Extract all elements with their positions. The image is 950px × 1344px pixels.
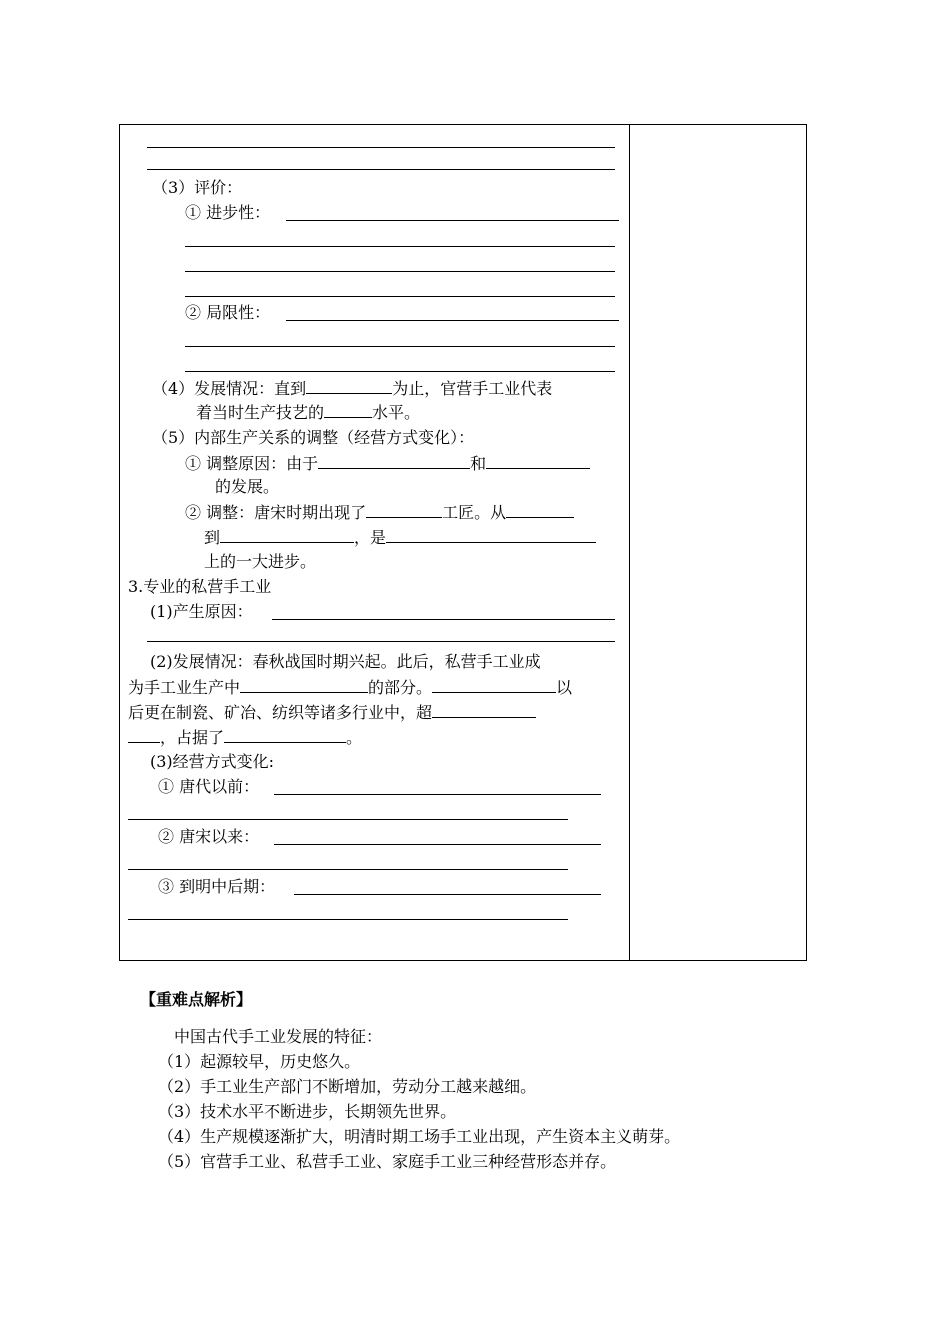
analysis-point: （4）生产规模逐渐扩大，明清时期工场手工业出现，产生资本主义萌芽。 [158,1127,681,1146]
answer-line[interactable] [185,271,615,272]
eval-heading: （3）评价： [152,178,243,197]
mode-change-heading: (3)经营方式变化: [150,752,275,771]
answer-line[interactable] [128,869,568,870]
analysis-point: （3）技术水平不断进步，长期领先世界。 [158,1102,457,1121]
blank-field[interactable] [240,677,368,693]
private-dev-line-4: ，占据了 。 [128,727,362,748]
answer-line[interactable] [185,346,615,347]
answer-line[interactable] [274,794,601,795]
blank-field[interactable] [318,453,470,469]
answer-line[interactable] [128,819,568,820]
blank-field[interactable] [324,402,372,418]
adjust-reason-line: ① 调整原因：由于 和 [185,453,590,474]
mid-ming-label: ③ 到明中后期： [158,877,276,896]
private-dev-line-2: 为手工业生产中 的部分。 以 [128,678,573,697]
answer-line[interactable] [286,220,619,221]
analysis-point: （1）起源较早，历史悠久。 [158,1052,361,1071]
blank-field[interactable] [386,527,596,543]
answer-line[interactable] [147,641,615,642]
tang-before-label: ① 唐代以前： [158,777,260,796]
adjust-line-1: ② 调整：唐宋时期出现了 工匠。从 [185,502,574,523]
answer-line[interactable] [147,147,615,148]
adjust-line-2: 到 ，是 [204,527,596,548]
answer-line[interactable] [185,296,615,297]
answer-line[interactable] [294,894,601,895]
answer-line[interactable] [286,320,619,321]
blank-field[interactable] [366,502,442,518]
analysis-heading: 【重难点解析】 [140,990,253,1009]
adjust-reason-end: 的发展。 [215,477,280,496]
analysis-intro: 中国古代手工业发展的特征： [174,1027,383,1046]
answer-line[interactable] [147,169,615,170]
adjust-line-3: 上的一大进步。 [204,552,317,571]
answer-line[interactable] [185,371,615,372]
blank-field[interactable] [486,453,590,469]
blank-field[interactable] [432,702,536,718]
blank-field[interactable] [306,378,392,394]
progress-label: ① 进步性： [185,203,271,222]
notes-column-divider [629,124,630,961]
blank-field[interactable] [220,527,354,543]
blank-field[interactable] [224,727,346,743]
tang-song-label: ② 唐宋以来： [158,827,260,846]
answer-line[interactable] [185,246,615,247]
analysis-point: （5）官营手工业、私营手工业、家庭手工业三种经营形态并存。 [158,1152,617,1171]
origin-label: (1)产生原因： [150,602,253,621]
development-line-2: 着当时生产技艺的 水平。 [196,403,421,422]
answer-line[interactable] [272,619,615,620]
development-line-1: （4）发展情况：直到 为止，官营手工业代表 [152,379,553,398]
answer-line[interactable] [128,919,568,920]
limitation-label: ② 局限性： [185,303,271,322]
adjust-heading: （5）内部生产关系的调整（经营方式变化）： [152,428,475,447]
blank-field[interactable] [432,677,556,693]
private-dev-line-3: 后更在制瓷、矿冶、纺织等诸多行业中，超 [128,702,536,723]
private-dev-line-1: (2)发展情况：春秋战国时期兴起。此后，私营手工业成 [150,652,541,671]
blank-field[interactable] [506,502,574,518]
analysis-point: （2）手工业生产部门不断增加，劳动分工越来越细。 [158,1077,537,1096]
blank-field[interactable] [128,727,160,743]
answer-line[interactable] [274,844,601,845]
private-handicraft-heading: 3.专业的私营手工业 [128,577,272,596]
